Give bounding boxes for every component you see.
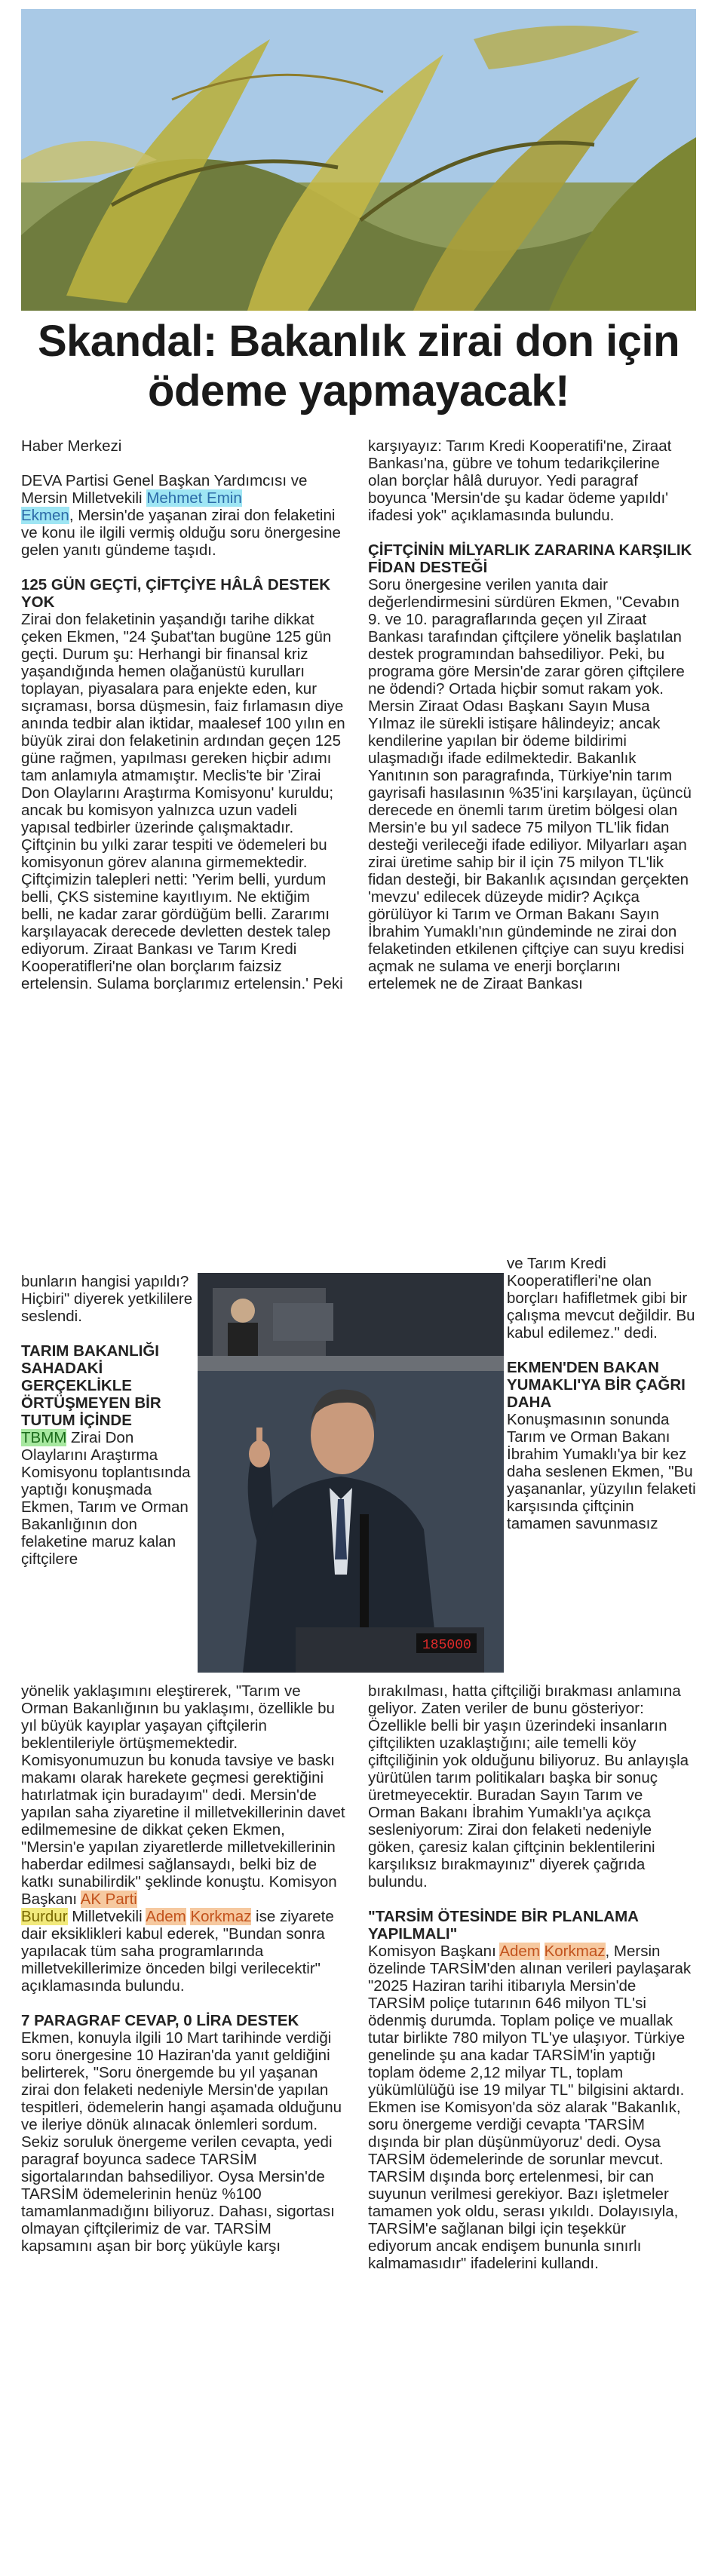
body-paragraph: Zirai don felaketinin yaşandığı tarihe dikkat çeken Ekmen, "24 Şubat'tan bugüne 125 gün geçti. Durum şu: Herhangi bir finansal kriz yaşandığında hemen olağanüstü kurulları toplayan, piyasalara para enjekte eden, kur sıçraması, borsa düşmesin, faiz fırlamasın diye anında tedbir alan iktidar, maalesef 100 yılın en büyük zirai don felaketinin ardından geçen 125 güne rağmen, yapılması gereken hiçbir adımı tam anlamıyla atmamıştır. Meclis'te bir 'Zirai Don Olaylarını Araştırma Komisyonu' kuruldu; ancak bu komisyon yalnızca uzun vadeli yapısal tedbirler üzerinde çalışmaktadır. Çiftçinin bu yılki zarar tespiti ve ödemeleri bu komisyonun görev alanına girmemektedir. Çiftçimizin talepleri netti: 'Yerim belli, yurdum belli, ÇKS sistemine kayıtlıyım. Ne ektiğim belli, ne kadar zarar gördüğüm belli. Zararımı karşılayacak derecede devletten destek talep ediyorum. Ziraat Bankası ve Tarım Kredi Kooperatifleri'ne olan borçlarım faizsiz ertelensin. Sulama borçlarımız ertelensin.' Peki xyxy=(21,611,345,992)
left-column xyxy=(21,437,345,992)
subheading: TARIM BAKANLIĞI SAHADAKİ GERÇEKLİKLE ÖRTÜŞMEYEN BİR TUTUM İÇİNDE xyxy=(21,1342,161,1429)
name-highlight[interactable]: Korkmaz xyxy=(544,1943,606,1960)
body-paragraph: Soru önergesine verilen yanıta dair değerlendirmesini sürdüren Ekmen, "Cevabın 9. ve 10. paragraflarında geçen yıl Ziraat Bankası tarafından çiftçilere yönelik başlatılan destek programından bahsediliyor. Peki, bu programa göre Mersin'de zarar gören çiftçilere ne ödendi? Ortada hiçbir somut rakam yok. Mersin Ziraat Odası Başkanı Sayın Musa Yılmaz ile sürekli istişare hâlindeyiz; ancak kendilerine yapılan bir ödeme bildirimi ulaşmadığı ifade edilmektedir. Bakanlık Yanıtının son paragrafında, Türkiye'nin tarım gayrisafi hasılasının %35'ini karşılayan, üçüncü derecede en önemli tarım üretim bölgesi olan Mersin'e bu yıl sadece 75 milyon TL'lik fidan desteği verileceği ifade ediliyor. Milyarları aşan zirai üretime sahip bir il için 75 milyon TL'lik fidan desteği, bir Bakanlık açısından gerçekten 'mevzu' edilecek düzeyde midir? Açıkça görülüyor ki Tarım ve Orman Bakanı Sayın İbrahim Yumaklı'nın gündeminde ne zirai don felaketinden etkilenen çiftçiye can suyu kredisi açmak ne sulama ve enerji borçlarını ertelemek ne de Ziraat Bankası xyxy=(368,576,692,992)
speaker-at-podium-photo-icon xyxy=(198,1273,504,1673)
right-column xyxy=(368,437,692,992)
subheading: 125 GÜN GEÇTİ, ÇİFTÇİYE HÂLÂ DESTEK YOK xyxy=(21,576,331,611)
body-paragraph: Komisyon Başkanı Adem Korkmaz, Mersin özelinde TARSİM'den alınan verileri paylaşarak "2025 Haziran tarihi itibarıyla Mersin'de TARSİM poliçe tutarının 646 milyon TL'si ödenmiş durumda. Toplam poliçe ve muallak tutar birlikte 780 milyon TL'ye ulaşıyor. Türkiye genelinde şu ana kadar TARSİM'in yaptığı toplam ödeme 2,12 milyar TL, toplam yükümlülüğü ise 19 milyar TL" bilgisini aktardı. Ekmen ise Komisyon'da söz alarak "Bakanlık, soru önergeme verdiği cevapta 'TARSİM dışında bir plan düşünmüyoruz' dedi. Oysa TARSİM ödemelerinde de sorunlar mevcut. TARSİM dışında borç ertelenmesi, bir can suyunun verilmesi gerekiyor. Bazı işletmeler tamamen yok oldu, serası yıkıldı. Dolayısıyla, TARSİM'e sağlanan bilgi için teşekkür ediyorum ancak endişem bununla sınırlı kalmamasıdır" ifadelerini kullandı. xyxy=(368,1943,692,2272)
body-paragraph: bırakılması, hatta çiftçiliği bırakması anlamına geliyor. Zaten veriler de bunu gösteriyor: Özellikle belli bir yaşın üzerindeki insanların çiftçilikten uzaklaştığını; aile temelli köy çiftçiliğinin yok olduğunu biliyoruz. Bu anlayışla yürütülen tarım politikaları başka bir sonuç üretmeyecektir. Buradan Sayın Tarım ve Orman Bakanı İbrahim Yumaklı'ya açıkça sesleniyorum: Zirai don felaketi nedeniyle göken, çaresiz kalan çiftçinin beklentilerini karşılıksız bırakmayınız" diyerek çağrıda bulundu. xyxy=(368,1682,689,1891)
name-highlight[interactable]: Ekmen xyxy=(21,507,69,524)
name-highlight[interactable]: Adem xyxy=(146,1908,186,1925)
hero-image xyxy=(21,9,696,311)
counter-display: 185000 xyxy=(422,1638,471,1653)
body-paragraph: Konuşmasının sonunda Tarım ve Orman Bakanı İbrahim Yumaklı'ya bir kez daha seslenen Ekmen, "Bu yaşananlar, yüzyılın felaketi karşısında çiftçinin tamamen savunmasız xyxy=(507,1411,696,1532)
subheading: "TARSİM ÖTESİNDE BİR PLANLAMA YAPILMALI" xyxy=(368,1908,639,1943)
right-wrap-text xyxy=(507,1255,697,1532)
right-column-continued xyxy=(368,1682,692,2272)
headline: Skandal: Bakanlık zirai don için ödeme yapmayacak! xyxy=(37,317,680,416)
subheading: EKMEN'DEN BAKAN YUMAKLI'YA BİR ÇAĞRI DAHA xyxy=(507,1359,686,1411)
city-highlight[interactable]: Burdur xyxy=(21,1908,68,1925)
body-paragraph: karşıyayız: Tarım Kredi Kooperatifi'ne, Ziraat Bankası'na, gübre ve tohum tedarikçilerine olan borçlar hâlâ duruyor. Yedi paragraf boyunca 'Mersin'de şu kadar ödeme yapıldı' ifadesi yok" açıklamasında bulundu. xyxy=(368,437,672,524)
name-highlight[interactable]: Mehmet Emin xyxy=(146,489,242,507)
banana-leaves-photo-icon xyxy=(21,9,696,311)
subheading: 7 PARAGRAF CEVAP, 0 LİRA DESTEK xyxy=(21,2012,299,2029)
party-highlight[interactable]: AK Parti xyxy=(80,1891,137,1908)
left-wrap-text xyxy=(21,1273,195,1568)
left-column-continued xyxy=(21,1682,345,2255)
intro-paragraph: DEVA Partisi Genel Başkan Yardımcısı ve Mersin Milletvekili Mehmet Emin Ekmen, Mersin'de yaşanan zirai don felaketini ve konu ile ilgili vermiş olduğu soru önergesine gelen yanıtı gündeme taşıdı. xyxy=(21,472,341,559)
tbmm-highlight[interactable]: TBMM xyxy=(21,1429,67,1446)
subheading: ÇİFTÇİNİN MİLYARLIK ZARARINA KARŞILIK FİDAN DESTEĞİ xyxy=(368,541,692,576)
body-paragraph: bunların hangisi yapıldı? Hiçbiri" diyerek yetkililere seslendi. xyxy=(21,1273,193,1325)
body-paragraph: Ekmen, konuyla ilgili 10 Mart tarihinde verdiği soru önergesine 10 Haziran'da yanıt geldiğini belirterek, "Soru önergemde bu yıl yaşanan zirai don felaketi nedeniyle Mersin'de yapılan tespitleri, ödemelerin hangi aşamada olduğunu ve ileriye dönük alınacak önlemleri sordum. Sekiz soruluk önergeme verilen cevapta, yedi paragraf boyunca sadece TARSİM sigortalarından bahsediliyor. Oysa Mersin'de TARSİM ödemelerinin henüz %100 tamamlanmadığını biliyoruz. Dahası, sigortası olmayan çiftçilerimiz de var. TARSİM kapsamını aşan bir borç yüküyle karşı xyxy=(21,2029,342,2255)
body-paragraph: ve Tarım Kredi Kooperatifleri'ne olan borçları hafifletmek gibi bir çalışma mevcut değildir. Bu kabul edilemez." dedi. xyxy=(507,1255,695,1342)
name-highlight[interactable]: Adem xyxy=(499,1943,540,1960)
speaker-photo xyxy=(198,1273,504,1673)
name-highlight[interactable]: Korkmaz xyxy=(190,1908,252,1925)
body-paragraph: TBMM Zirai Don Olaylarını Araştırma Komisyonu toplantısında yaptığı konuşmada Ekmen, Tarım ve Orman Bakanlığının don felaketine maruz kalan çiftçilere xyxy=(21,1429,191,1568)
byline: Haber Merkezi xyxy=(21,437,122,455)
body-paragraph: yönelik yaklaşımını eleştirerek, "Tarım ve Orman Bakanlığının bu yaklaşımı, özellikle bu yıl büyük kayıplar yaşayan çiftçilerin beklentileriyle örtüşmemektedir. Komisyonumuzun bu konuda tavsiye ve baskı makamı olarak harekete geçmesi gerektiğini hatırlatmak için buradayım" dedi. Mersin'de yapılan saha ziyaretine il milletvekillerinin davet edilmemesine de dikkat çeken Ekmen, "Mersin'e yapılan ziyaretlerde milletvekillerinin haberdar edilmesi sağlansaydı, belki biz de katkı sunabilirdik" şeklinde konuştu. Komisyon Başkanı AK Parti Burdur Milletvekili Adem Korkmaz ise ziyarete dair eksiklikleri kabul ederek, "Bundan sonra yapılacak tüm saha programlarında milletvekillerimize önceden bilgi verilecektir" açıklamasında bulundu. xyxy=(21,1682,345,1995)
